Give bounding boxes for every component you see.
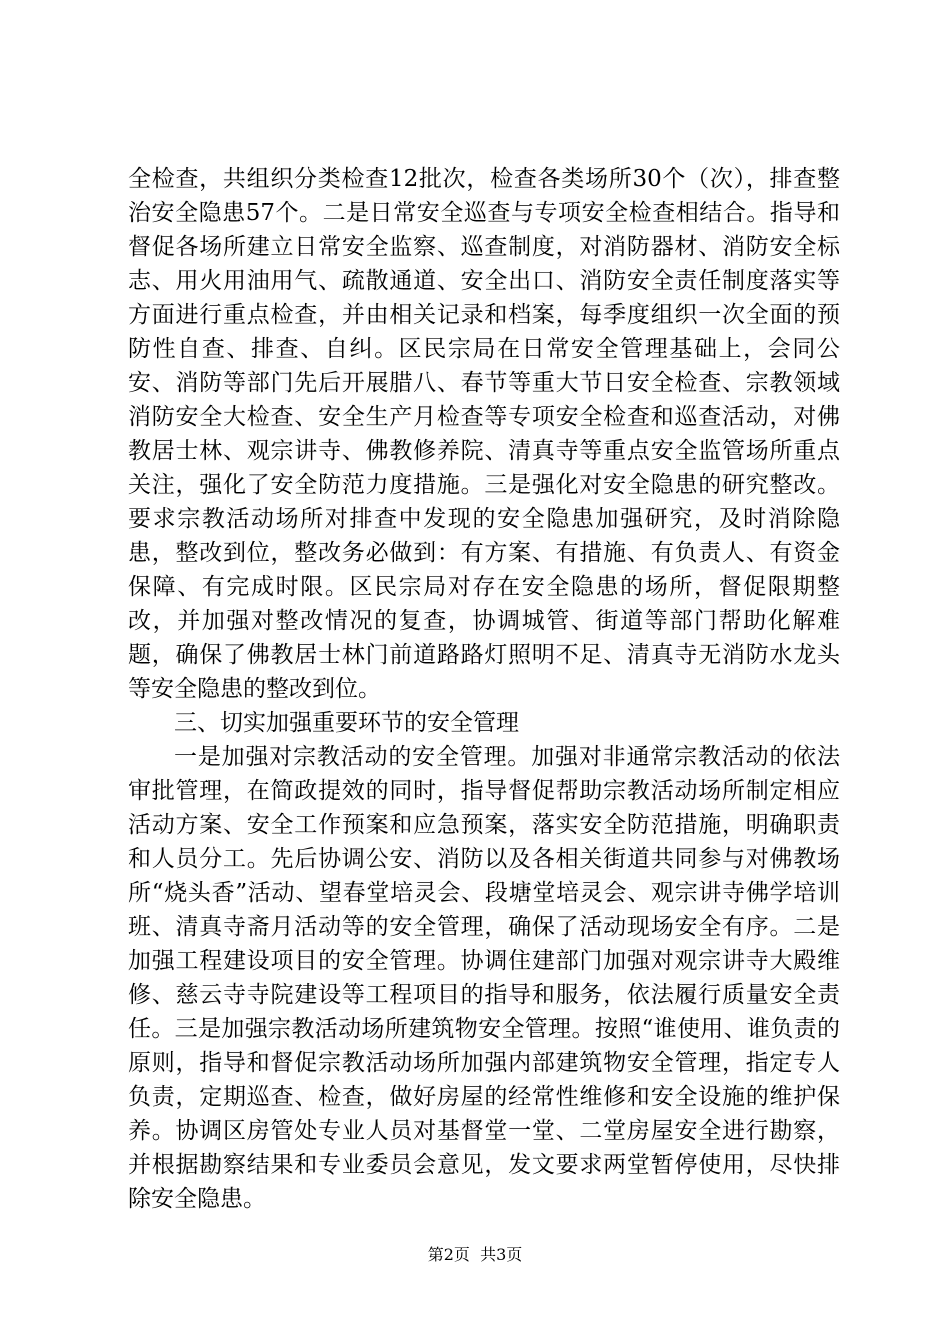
section-heading: 三、切实加强重要环节的安全管理 xyxy=(174,710,519,736)
page-footer: 第2页 共3页 xyxy=(427,1245,523,1264)
paragraph-key-links-management: 一是加强对宗教活动的安全管理。加强对非通常宗教活动的依法审批管理，在简政提效的同时，指导督促帮助宗教活动场所制定相应活动方案、安全工作预案和应急预案，落实安全防范措施，明确职责和人员分工。先后协调公安、消防以及各相关街道共同参与对佛教场所“烧头香”活动、望春堂培灵会、段塘堂培灵会、观宗讲寺佛学培训班、清真寺斋月活动等的安全管理，确保了活动现场安全有序。二是加强工程建设项目的安全管理。协调住建部门加强对观宗讲寺大殿维修、慈云寺寺院建设等工程项目的指导和服务，依法履行质量安全责任。三是加强宗教活动场所建筑物安全管理。按照“谁使用、谁负责的原则，指导和督促宗教活动场所加强内部建筑物安全管理，指定专人负责，定期巡查、检查，做好房屋的经常性维修和安全设施的维护保养。协调区房管处专业人员对基督堂一堂、二堂房屋安全进行勘察，并根据勘察结果和专业委员会意见，发文要求两堂暂停使用，尽快排除安全隐患。 xyxy=(128,744,840,1212)
paragraph-inspection-summary: 全检查，共组织分类检查12批次，检查各类场所30个（次），排查整治安全隐患57个。二是日常安全巡查与专项安全检查相结合。指导和督促各场所建立日常安全监察、巡查制度，对消防器材、消防安全标志、用火用油用气、疏散通道、安全出口、消防安全责任制度落实等方面进行重点检查，并由相关记录和档案，每季度组织一次全面的预防性自查、排查、自纠。区民宗局在日常安全管理基础上，会同公安、消防等部门先后开展腊八、春节等重大节日安全检查、宗教领域消防安全大检查、安全生产月检查等专项安全检查和巡查活动，对佛教居士林、观宗讲寺、佛教修养院、清真寺等重点安全监管场所重点关注，强化了安全防范力度措施。三是强化对安全隐患的研究整改。要求宗教活动场所对排查中发现的安全隐患加强研究，及时消除隐患，整改到位，整改务必做到：有方案、有措施、有负责人、有资金保障、有完成时限。区民宗局对存在安全隐患的场所，督促限期整改，并加强对整改情况的复查，协调城管、街道等部门帮助化解难题，确保了佛教居士林门前道路路灯照明不足、清真寺无消防水龙头等安全隐患的整改到位。 xyxy=(128,166,840,702)
document-body xyxy=(128,162,840,1216)
